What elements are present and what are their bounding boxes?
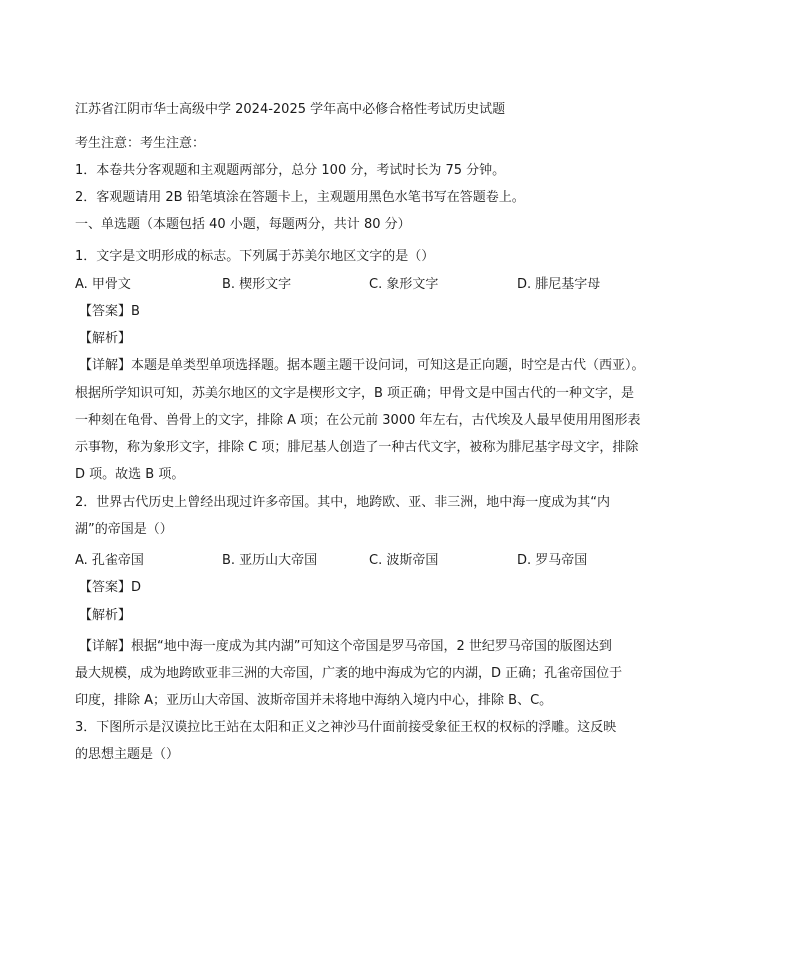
question-1-analysis-label: 【解析】 (79, 331, 132, 346)
question-3-stem: 3．下图所示是汉谟拉比王站在太阳和正义之神沙马什面前接受象征王权的权标的浮雕。这反映 (75, 720, 617, 735)
question-2-option-a: A. 孔雀帝国 (75, 553, 144, 568)
notice-item-1: 1．本卷共分客观题和主观题两部分，总分 100 分，考试时长为 75 分钟。 (75, 163, 506, 178)
document-title: 江苏省江阴市华士高级中学 2024-2025 学年高中必修合格性考试历史试题 (75, 102, 506, 117)
question-2-answer: 【答案】D (79, 580, 142, 595)
question-1-option-b: B. 楔形文字 (222, 277, 292, 292)
notice-heading: 考生注意：考生注意： (75, 136, 206, 151)
question-2-detail-line: 【详解】根据“地中海一度成为其内湖”可知这个帝国是罗马帝国，2 世纪罗马帝国的版图达到 (79, 639, 612, 654)
question-2-option-c: C. 波斯帝国 (369, 553, 439, 568)
question-2-option-d: D. 罗马帝国 (517, 553, 588, 568)
question-1-option-d: D. 腓尼基字母 (517, 277, 601, 292)
question-2-stem-cont: 湖”的帝国是（） (75, 522, 173, 537)
section-heading: 一、单选题（本题包括 40 小题，每题两分，共计 80 分） (75, 217, 411, 232)
question-2-detail-line: 印度，排除 A；亚历山大帝国、波斯帝国并未将地中海纳入境内中心，排除 B、C。 (75, 693, 553, 708)
question-1-detail-line: 【详解】本题是单类型单项选择题。据本题主题干设问词，可知这是正向题，时空是古代（西亚）。 (79, 358, 645, 373)
question-1-option-c: C. 象形文字 (369, 277, 439, 292)
question-1-detail-line: D 项。故选 B 项。 (75, 467, 185, 482)
question-2-analysis-label: 【解析】 (79, 608, 132, 623)
question-2-detail-line: 最大规模，成为地跨欧亚非三洲的大帝国，广袤的地中海成为它的内湖，D 正确；孔雀帝国位于 (75, 666, 623, 681)
question-1-detail-line: 根据所学知识可知，苏美尔地区的文字是楔形文字，B 项正确；甲骨文是中国古代的一种文字，是 (75, 386, 635, 401)
question-1-stem: 1．文字是文明形成的标志。下列属于苏美尔地区文字的是（） (75, 249, 435, 264)
notice-item-2: 2．客观题请用 2B 铅笔填涂在答题卡上，主观题用黑色水笔书写在答题卷上。 (75, 190, 525, 205)
question-2-option-b: B. 亚历山大帝国 (222, 553, 318, 568)
question-2-stem: 2．世界古代历史上曾经出现过许多帝国。其中，地跨欧、亚、非三洲，地中海一度成为其“内 (75, 495, 611, 510)
question-1-option-a: A. 甲骨文 (75, 277, 131, 292)
question-1-detail-line: 示事物，称为象形文字，排除 C 项；腓尼基人创造了一种古代文字，被称为腓尼基字母文字，排除 (75, 440, 639, 455)
question-1-answer: 【答案】B (79, 304, 140, 319)
question-3-stem-cont: 的思想主题是（） (75, 747, 180, 762)
question-1-detail-line: 一种刻在龟骨、兽骨上的文字，排除 A 项；在公元前 3000 年左右，古代埃及人最早使用用图形表 (75, 413, 641, 428)
